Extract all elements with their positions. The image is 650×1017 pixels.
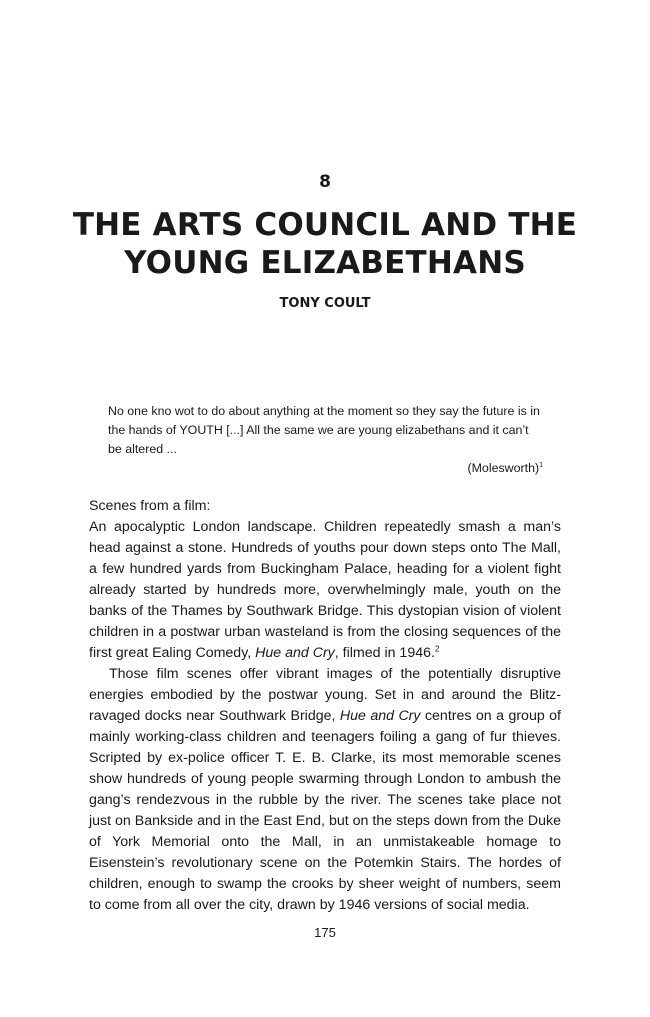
body-heading-line: Scenes from a film: bbox=[89, 498, 211, 514]
epigraph-source: (Molesworth) bbox=[467, 461, 540, 475]
paragraph-2-text-b: centres on a group of mainly working-class children and teenagers foiling a gang of fur thieves. Scripted by ex-police officer T. E. B. Clarke, its most memorable scenes show hundreds of young people swarming through London to ambush the gang’s rendezvous in the rubble by the river. The scenes take place not just on Bankside and in the East End, but on the steps down from the Duke of York Memorial onto the Mall, in an unmistakeable homage to Eisenstein’s revolutionary scene on the Potemkin Stairs. The hordes of children, enough to swamp the crooks by sheer weight of numbers, seem to come from all over the city, drawn by 1946 versions of social media. bbox=[89, 708, 561, 913]
chapter-title-line-2: YOUNG ELIZABETHANS bbox=[124, 245, 526, 281]
chapter-title-line-1: THE ARTS COUNCIL AND THE bbox=[72, 207, 578, 243]
note-ref-2: 2 bbox=[434, 644, 440, 654]
paragraph-2-text-a: Those film scenes offer vibrant images of the potentially disruptive energies embodied by the postwar young. Set in and around the Blitz-ravaged docks near Southwark Bridge, bbox=[89, 666, 561, 724]
page-number: 175 bbox=[314, 925, 336, 940]
epigraph-note-ref: 1 bbox=[539, 461, 543, 469]
epigraph-attribution bbox=[108, 459, 543, 478]
paragraph-1 bbox=[89, 517, 561, 664]
film-title: Hue and Cry bbox=[255, 645, 335, 661]
chapter-title bbox=[60, 206, 590, 282]
paragraph-1-text-a: An apocalyptic London landscape. Children repeatedly smash a man’s head against a stone. Hundreds of youths pour down steps onto The Mall, a few hundred yards from Buckingham Palace, heading for a violent fight already started by hundreds more, overwhelmingly male, youth on the banks of the Thames by Southwark Bridge. This dystopian vision of violent children in a postwar urban wasteland is from the closing sequences of the first great Ealing Comedy, bbox=[89, 519, 561, 661]
chapter-author: TONY COULT bbox=[279, 296, 371, 311]
paragraph-1-text-b: , filmed in 1946. bbox=[334, 645, 435, 661]
film-title: Hue and Cry bbox=[339, 708, 421, 724]
epigraph bbox=[108, 402, 543, 478]
epigraph-text: No one kno wot to do about anything at the moment so they say the future is in the hands of YOUTH [...] All the same we are young elizabethans and it can’t be altered ... bbox=[108, 404, 540, 456]
body-text bbox=[89, 496, 561, 916]
paragraph-2 bbox=[89, 664, 561, 916]
chapter-number: 8 bbox=[319, 172, 331, 192]
